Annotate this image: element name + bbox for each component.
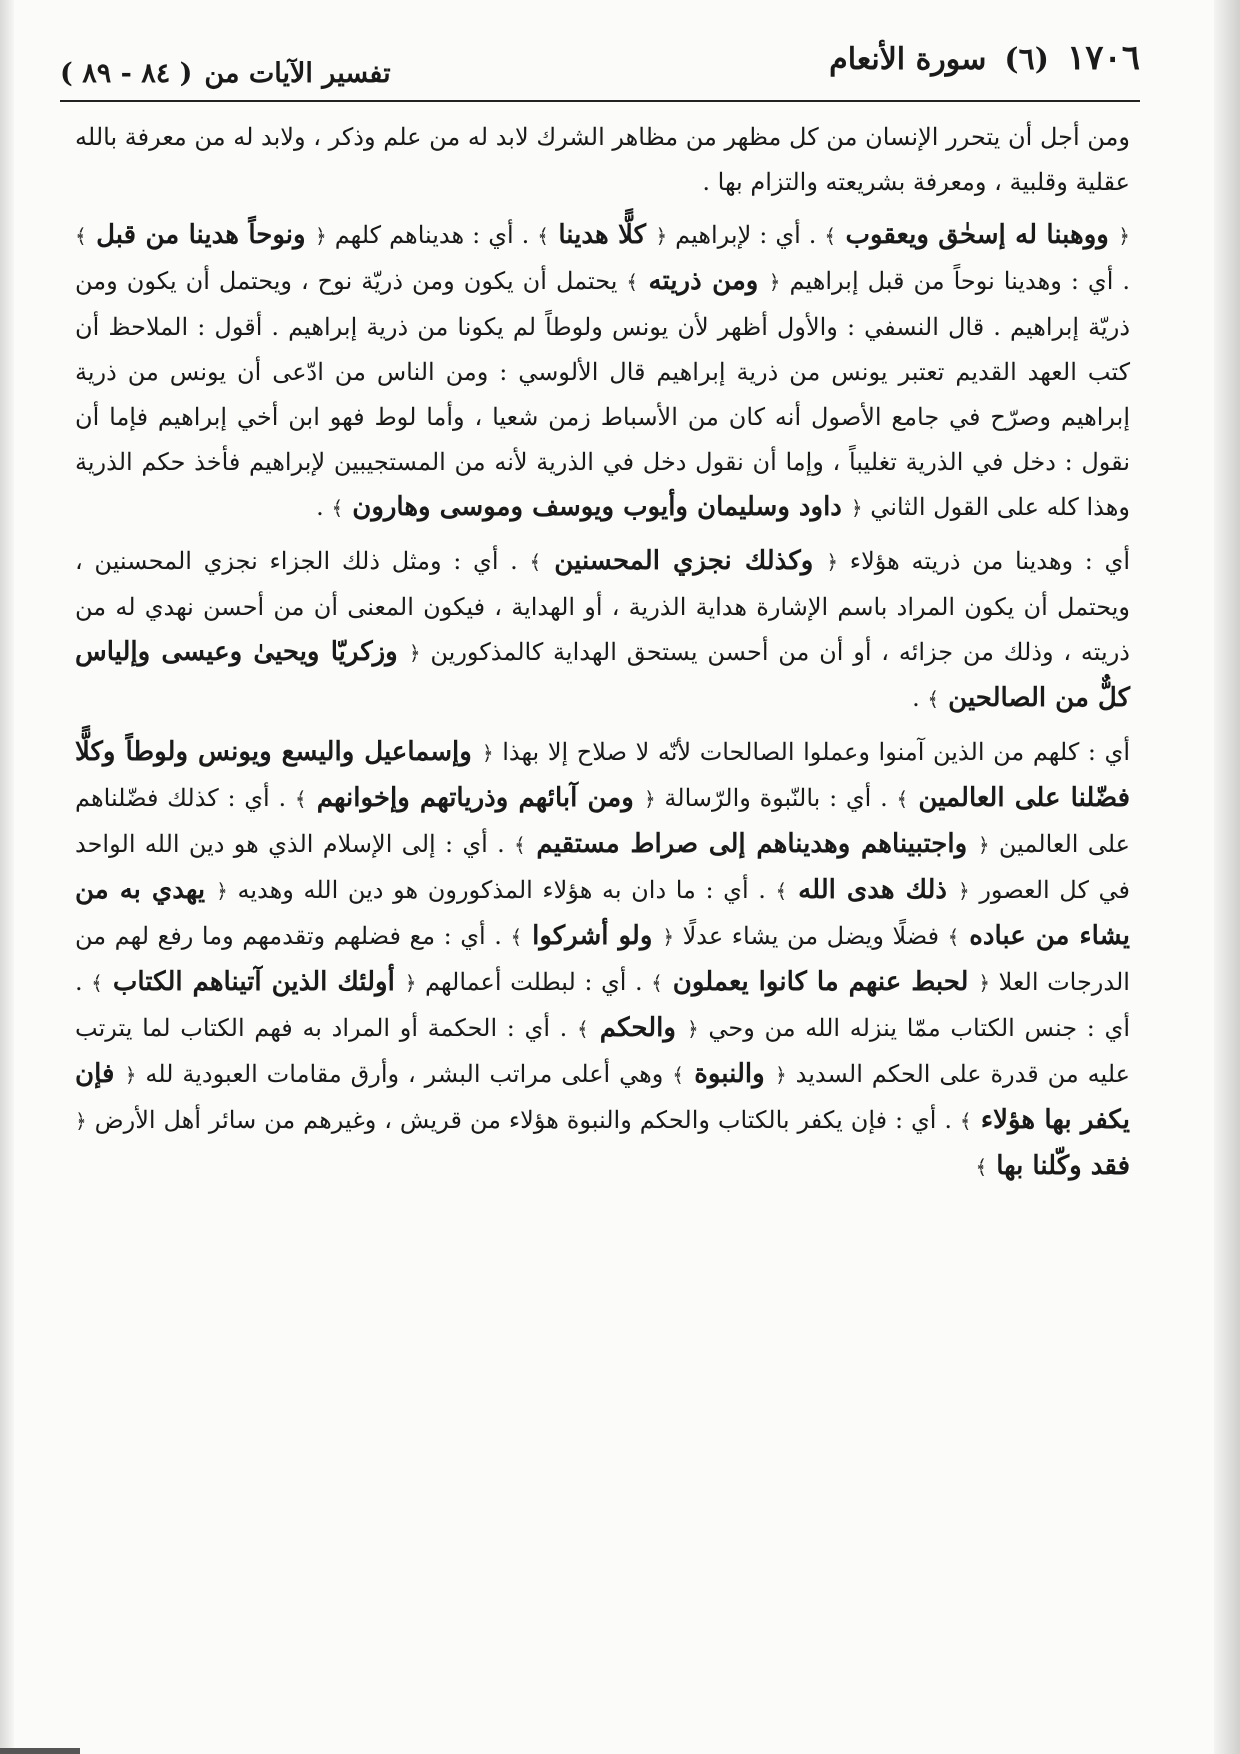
quran-verse-text: والحكم [588, 1013, 687, 1043]
quran-verse-text: وزكريّا ويحيىٰ وعيسى وإلياس كلٌّ من الصالحين [75, 637, 1130, 713]
commentary-text: . أي : كذلك فضّلناهم على العالمين [75, 784, 1130, 858]
quran-verse-text: وإسماعيل واليسع ويونس ولوطاً وكلًّا فضّلنا على العالمين [75, 737, 1131, 813]
quran-verse-text: وكذلك نجزي المحسنين [541, 546, 827, 576]
quran-verse-text: أولئك الذين آتيناهم الكتاب [102, 967, 405, 997]
quran-verse-text: ونوحاً هدينا من قبل [86, 220, 315, 250]
quran-verse-text: واجتبيناهم وهديناهم إلى صراط مستقيم [525, 829, 978, 859]
commentary-text: . أي : جنس الكتاب ممّا ينزله الله من وحي [75, 968, 1130, 1042]
verse-bracket-close: ﴾ [331, 496, 344, 520]
verse-bracket-open: ﴿ [687, 1017, 699, 1041]
quran-verse-text: لحبط عنهم ما كانوا يعملون [662, 967, 979, 997]
verse-bracket-open: ﴿ [408, 641, 421, 665]
commentary-text: . أي : الحكمة أو المراد به فهم الكتاب لما يترتب عليه من قدرة على الحكم السديد [75, 1014, 1130, 1088]
section-title: تفسير الآيات من [204, 58, 391, 89]
verse-bracket-open: ﴿ [216, 879, 228, 903]
verse-bracket-close: ﴾ [896, 787, 909, 811]
verse-bracket-open: ﴿ [850, 496, 863, 520]
quran-verse-text: كلًّا هدينا [548, 220, 656, 250]
commentary-text: . أي : إلى الإسلام الذي هو دين الله الواحد في كل العصور [75, 830, 1130, 904]
verse-bracket-open: ﴿ [404, 971, 417, 995]
verse-bracket-close: ﴾ [514, 833, 526, 857]
verse-bracket-open: ﴿ [124, 1063, 137, 1087]
commentary-paragraph [75, 115, 1130, 205]
verse-bracket-open: ﴿ [643, 787, 656, 811]
commentary-text: . أي : وهدينا نوحاً من قبل إبراهيم [789, 267, 1130, 295]
commentary-text: . أي : بالنّبوة والرّسالة [664, 784, 888, 812]
quran-verse-text: فقد وكّلنا بها [987, 1151, 1130, 1181]
commentary-text: ومن أجل أن يتحرر الإنسان من كل مظهر من مظاهر الشرك لابد له من علم وذكر ، ولابد له من معرفة بالله عقلية وقلبية ، ومعرفة بشريعته والتزام بها . [75, 123, 1130, 196]
verse-bracket-close: ﴾ [672, 1063, 684, 1087]
verse-bracket-open: ﴿ [977, 833, 990, 857]
verse-bracket-close: ﴾ [975, 1155, 988, 1179]
header-section-info [60, 58, 391, 89]
verse-bracket-close: ﴾ [651, 971, 663, 995]
quran-verse-text: يهدي به من يشاء من عباده [75, 875, 1130, 951]
verse-bracket-open: ﴿ [481, 741, 494, 765]
commentary-text: . أي : مع فضلهم وتقدمهم وما رفع لهم من الدرجات العلا [75, 922, 1130, 996]
commentary-paragraph [75, 213, 1130, 531]
quran-verse-text: داود وسليمان وأيوب ويوسف وموسى وهارون [343, 492, 851, 522]
header-page-info [829, 38, 1140, 78]
verse-bracket-close: ﴾ [959, 1109, 972, 1133]
commentary-text: . [912, 684, 920, 712]
commentary-paragraph [75, 539, 1130, 722]
commentary-text: . أي : ما دان به هؤلاء المذكورون هو دين الله وهديه [237, 876, 766, 904]
commentary-text: . أي : لبطلت أعمالهم [425, 968, 643, 996]
commentary-body [75, 115, 1130, 1198]
page-right-edge-shadow [1214, 0, 1240, 1754]
surah-name: سورة الأنعام [829, 42, 987, 77]
header-rule [60, 100, 1140, 102]
verse-bracket-close: ﴾ [576, 1017, 589, 1041]
verse-bracket-close: ﴾ [626, 270, 639, 294]
quran-verse-text: ومن ذريته [638, 266, 769, 296]
surah-number: (٦) [1004, 42, 1049, 77]
verse-bracket-close: ﴾ [947, 925, 960, 949]
commentary-text: يحتمل أن يكون ومن ذريّة نوح ، ويحتمل أن يكون ومن ذريّة إبراهيم . قال النسفي : والأول أظهر لأن يونس ولوطاً لم يكونا من ذرية إبراهيم . أقول : الملاحظ أن كتب العهد القديم تعتبر يونس من ذرية إبراهيم قال الألوسي : ومن الناس من ادّعى أن يونس من ذرية إبراهيم وصرّح في جامع الأصول أنه كان من الأسباط زمن شعيا ، وأما لوط فهو ابن أخي إبراهيم فإما أن نقول : دخل في الذرية تغليباً ، وإما أن نقول دخل في الذرية لأنه من المستجيبين لإبراهيم فأخذ حكم الذرية وهذا كله على القول الثاني [75, 267, 1130, 521]
quran-verse-text: ولو أشركوا [522, 921, 663, 951]
verse-bracket-open: ﴿ [978, 971, 991, 995]
page-header [60, 38, 1140, 108]
commentary-text: . [316, 493, 324, 521]
commentary-text: أي : كلهم من الذين آمنوا وعملوا الصالحات لأنّه لا صلاح إلا بهذا [502, 738, 1130, 766]
verse-bracket-close: ﴾ [537, 224, 549, 248]
commentary-text: فضلًا ويضل من يشاء عدلًا [682, 922, 940, 950]
verse-bracket-close: ﴾ [529, 550, 542, 574]
verse-bracket-close: ﴾ [927, 687, 940, 711]
verse-bracket-open: ﴿ [1118, 224, 1130, 248]
commentary-text: أي : وهدينا من ذريته هؤلاء [849, 547, 1130, 575]
commentary-text: وهي أعلى مراتب البشر ، وأرق مقامات العبودية لله [145, 1060, 664, 1088]
commentary-paragraph [75, 730, 1130, 1190]
commentary-text: . أي : فإن يكفر بالكتاب والحكم والنبوة هؤلاء من قريش ، وغيرهم من سائر أهل الأرض [94, 1106, 952, 1134]
verse-bracket-open: ﴿ [958, 879, 970, 903]
page-left-edge-shadow [0, 0, 14, 1754]
verse-bracket-open: ﴿ [768, 270, 781, 294]
commentary-text: . أي : هديناهم كلهم [334, 221, 530, 249]
verse-bracket-open: ﴿ [75, 1109, 87, 1133]
verse-bracket-close: ﴾ [91, 971, 103, 995]
quran-verse-text: ووهبنا له إسحٰق ويعقوب [836, 220, 1119, 250]
quran-verse-text: فإن يكفر بها هؤلاء [75, 1059, 1130, 1135]
verse-bracket-close: ﴾ [294, 787, 307, 811]
verse-bracket-open: ﴿ [775, 1063, 787, 1087]
quran-verse-text: ذلك هدى الله [787, 875, 959, 905]
verse-bracket-open: ﴿ [826, 550, 839, 574]
verse-range: ( ٨٤ - ٨٩ ) [60, 58, 193, 89]
verse-bracket-open: ﴿ [314, 224, 327, 248]
verse-bracket-close: ﴾ [510, 925, 523, 949]
quran-verse-text: والنبوة [683, 1059, 775, 1089]
verse-bracket-open: ﴿ [662, 925, 675, 949]
commentary-text: . أي : ومثل ذلك الجزاء نجزي المحسنين ، ويحتمل أن يكون المراد باسم الإشارة هداية الذرية ، أو الهداية ، فيكون المعنى أن من أحسن نهدي له من ذريته ، وذلك من جزائه ، أو أن من أحسن يستحق الهداية كالمذكورين [75, 547, 1130, 666]
quran-verse-text: ومن آبائهم وذرياتهم وإخوانهم [306, 783, 644, 813]
commentary-text: . أي : لإبراهيم [675, 221, 817, 249]
verse-bracket-close: ﴾ [75, 224, 87, 248]
page-number: ١٧٠٦ [1066, 38, 1140, 78]
verse-bracket-close: ﴾ [824, 224, 837, 248]
verse-bracket-open: ﴿ [655, 224, 668, 248]
scan-edge-mark [0, 1748, 80, 1754]
verse-bracket-close: ﴾ [775, 879, 788, 903]
